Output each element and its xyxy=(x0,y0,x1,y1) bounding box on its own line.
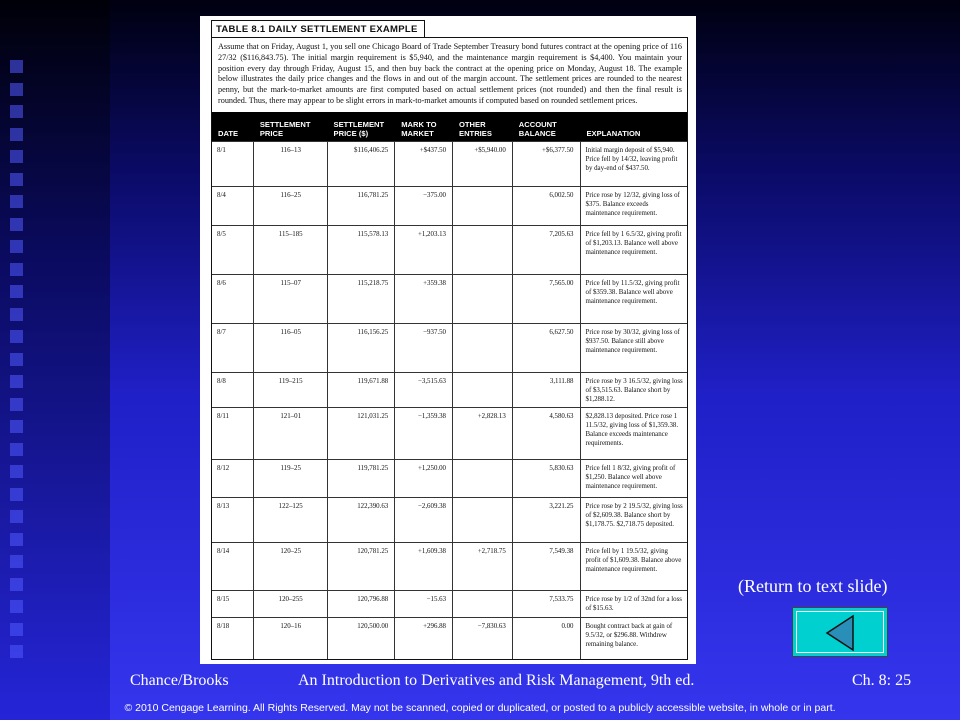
decorative-square xyxy=(10,488,23,501)
header-settlement-price-dollars: SETTLEMENT PRICE ($) xyxy=(333,119,385,138)
decorative-square xyxy=(10,263,23,276)
decorative-square xyxy=(10,308,23,321)
decorative-squares xyxy=(10,60,30,668)
cell-account-balance: 7,205.63 xyxy=(513,226,581,274)
cell-settlement-price: 121–01 xyxy=(254,408,328,459)
cell-other-entries: −7,830.63 xyxy=(453,618,513,659)
footer-authors: Chance/Brooks xyxy=(130,672,229,689)
table-title: TABLE 8.1 DAILY SETTLEMENT EXAMPLE xyxy=(211,20,425,37)
back-button[interactable] xyxy=(792,607,888,657)
cell-other-entries xyxy=(453,226,513,274)
table-row xyxy=(212,225,687,274)
cell-settlement-dollars: 119,781.25 xyxy=(328,460,396,497)
cell-date: 8/1 xyxy=(212,142,254,186)
decorative-square xyxy=(10,465,23,478)
cell-settlement-dollars: 119,671.88 xyxy=(328,373,396,407)
cell-other-entries xyxy=(453,275,513,323)
cell-account-balance: 3,221.25 xyxy=(513,498,581,542)
cell-settlement-price: 116–05 xyxy=(254,324,328,372)
cell-mark-to-market: +1,609.38 xyxy=(395,543,453,590)
cell-other-entries: +2,828.13 xyxy=(453,408,513,459)
copyright-notice: © 2010 Cengage Learning. All Rights Reserved. May not be scanned, copied or duplicated, or posted to a publicly accessible website, in whole or in part. xyxy=(124,702,836,714)
table-image xyxy=(200,16,696,664)
decorative-square xyxy=(10,443,23,456)
decorative-square xyxy=(10,105,23,118)
cell-settlement-dollars: 120,796.88 xyxy=(328,591,396,617)
cell-explanation: Price rose by 30/32, giving loss of $937.50. Balance still above maintenance requirement. xyxy=(585,328,680,354)
header-date: DATE xyxy=(218,128,239,138)
cell-account-balance: 5,830.63 xyxy=(513,460,581,497)
cell-account-balance: +$6,377.50 xyxy=(513,142,581,186)
decorative-square xyxy=(10,218,23,231)
cell-mark-to-market: +359.38 xyxy=(395,275,453,323)
cell-settlement-price: 122–125 xyxy=(254,498,328,542)
decorative-square xyxy=(10,578,23,591)
cell-other-entries xyxy=(453,591,513,617)
cell-account-balance: 0.00 xyxy=(513,618,581,659)
table-row xyxy=(212,372,687,407)
cell-date: 8/18 xyxy=(212,618,254,659)
table-row xyxy=(212,459,687,497)
cell-date: 8/15 xyxy=(212,591,254,617)
cell-settlement-dollars: 116,156.25 xyxy=(328,324,396,372)
cell-account-balance: 7,533.75 xyxy=(513,591,581,617)
cell-mark-to-market: −15.63 xyxy=(395,591,453,617)
cell-mark-to-market: +$437.50 xyxy=(395,142,453,186)
table-row xyxy=(212,590,687,617)
left-triangle-icon xyxy=(793,608,889,658)
decorative-square xyxy=(10,420,23,433)
table-row xyxy=(212,542,687,590)
cell-account-balance: 3,111.88 xyxy=(513,373,581,407)
decorative-square xyxy=(10,600,23,613)
cell-settlement-price: 115–07 xyxy=(254,275,328,323)
cell-explanation: Price rose by 3 16.5/32, giving loss of $3,515.63. Balance short by $1,288.12. xyxy=(585,377,683,403)
cell-date: 8/11 xyxy=(212,408,254,459)
cell-settlement-dollars: 122,390.63 xyxy=(328,498,396,542)
cell-date: 8/13 xyxy=(212,498,254,542)
footer-chapter: Ch. 8: 25 xyxy=(852,672,912,689)
table-row xyxy=(212,323,687,372)
decorative-square xyxy=(10,330,23,343)
cell-mark-to-market: +1,250.00 xyxy=(395,460,453,497)
cell-account-balance: 7,565.00 xyxy=(513,275,581,323)
cell-other-entries xyxy=(453,324,513,372)
decorative-square xyxy=(10,375,23,388)
cell-other-entries xyxy=(453,460,513,497)
cell-explanation: Price fell by 1 19.5/32, giving profit of $1,609.38. Balance above maintenance requirement. xyxy=(585,547,682,573)
cell-mark-to-market: +1,203.13 xyxy=(395,226,453,274)
table-body xyxy=(212,141,687,659)
cell-other-entries: +$5,940.00 xyxy=(453,142,513,186)
cell-account-balance: 6,002.50 xyxy=(513,187,581,225)
cell-explanation: Initial margin deposit of $5,940. Price fell by 14/32, leaving profit by day-end of $437.50. xyxy=(585,146,678,172)
cell-explanation: $2,828.13 deposited. Price rose 1 11.5/32, giving loss of $1,359.38. Balance exceeds maintenance requirements. xyxy=(585,412,679,447)
decorative-square xyxy=(10,150,23,163)
table-row xyxy=(212,497,687,542)
cell-settlement-dollars: 120,781.25 xyxy=(328,543,396,590)
cell-settlement-price: 116–13 xyxy=(254,142,328,186)
decorative-square xyxy=(10,285,23,298)
cell-date: 8/12 xyxy=(212,460,254,497)
header-account-balance: ACCOUNT BALANCE xyxy=(518,119,557,138)
cell-explanation: Price rose by 12/32, giving loss of $375. Balance exceeds maintenance requirement. xyxy=(585,191,680,217)
decorative-square xyxy=(10,645,23,658)
cell-mark-to-market: −1,359.38 xyxy=(395,408,453,459)
header-mark-to-market: MARK TO MARKET xyxy=(401,119,437,138)
cell-date: 8/8 xyxy=(212,373,254,407)
cell-explanation: Bought contract back at gain of 9.5/32, or $296.88. Withdrew remaining balance. xyxy=(585,622,673,648)
table-row xyxy=(212,141,687,186)
table-row xyxy=(212,186,687,225)
header-other-entries: OTHER ENTRIES xyxy=(459,119,492,138)
cell-other-entries: +2,718.75 xyxy=(453,543,513,590)
cell-explanation: Price rose by 2 19.5/32, giving loss of $2,609.38. Balance short by $1,178.75. $2,718.75 deposited. xyxy=(585,502,683,528)
cell-settlement-price: 119–215 xyxy=(254,373,328,407)
cell-settlement-price: 115–185 xyxy=(254,226,328,274)
cell-explanation: Price rose by 1/2 of 32nd for a loss of $15.63. xyxy=(585,595,682,612)
cell-settlement-price: 120–16 xyxy=(254,618,328,659)
left-decorative-stripe xyxy=(0,0,110,720)
cell-date: 8/4 xyxy=(212,187,254,225)
header-explanation: EXPLANATION xyxy=(586,128,641,138)
cell-explanation: Price fell by 11.5/32, giving profit of $359.38. Balance well above maintenance requirement. xyxy=(585,279,680,305)
cell-explanation: Price fell 1 8/32, giving profit of $1,250. Balance well above maintenance requirement. xyxy=(585,464,676,490)
decorative-square xyxy=(10,128,23,141)
decorative-square xyxy=(10,533,23,546)
cell-date: 8/5 xyxy=(212,226,254,274)
cell-settlement-price: 119–25 xyxy=(254,460,328,497)
table-header xyxy=(212,112,687,141)
decorative-square xyxy=(10,83,23,96)
cell-mark-to-market: −937.50 xyxy=(395,324,453,372)
header-settlement-price: SETTLEMENT PRICE xyxy=(259,119,311,138)
cell-mark-to-market: −2,609.38 xyxy=(395,498,453,542)
cell-settlement-price: 120–25 xyxy=(254,543,328,590)
cell-other-entries xyxy=(453,187,513,225)
table-frame xyxy=(211,37,688,660)
decorative-square xyxy=(10,60,23,73)
decorative-square xyxy=(10,353,23,366)
table-row xyxy=(212,617,687,659)
decorative-square xyxy=(10,240,23,253)
decorative-square xyxy=(10,195,23,208)
cell-account-balance: 4,580.63 xyxy=(513,408,581,459)
cell-settlement-dollars: 115,218.75 xyxy=(328,275,396,323)
cell-settlement-dollars: 115,578.13 xyxy=(328,226,396,274)
cell-settlement-dollars: $116,406.25 xyxy=(328,142,396,186)
cell-mark-to-market: −375.00 xyxy=(395,187,453,225)
cell-date: 8/7 xyxy=(212,324,254,372)
cell-settlement-dollars: 120,500.00 xyxy=(328,618,396,659)
cell-explanation: Price fell by 1 6.5/32, giving profit of $1,203.13. Balance well above maintenance requirement. xyxy=(585,230,682,256)
table-intro: Assume that on Friday, August 1, you sell one Chicago Board of Trade September Treasury bond futures contract at the opening price of 116 27/32 ($116,843.75). The initial margin requirement is $5,940, and the maintenance margin requirement is $4,400. You maintain your position every day through Friday, August 15, and then buy back the contract at the opening price on Monday, August 18. The example below illustrates the daily price changes and the flows in and out of the margin account. The settlement prices are rounded to the nearest penny, but the mark-to-market amounts are first computed based on actual settlement prices (not rounded) and then the final result is rounded. Thus, there may appear to be slight errors in mark-to-market amounts if computed based on rounded settlement prices. xyxy=(218,42,682,105)
table-row xyxy=(212,274,687,323)
cell-settlement-price: 120–255 xyxy=(254,591,328,617)
decorative-square xyxy=(10,398,23,411)
decorative-square xyxy=(10,173,23,186)
cell-settlement-dollars: 121,031.25 xyxy=(328,408,396,459)
cell-account-balance: 6,627.50 xyxy=(513,324,581,372)
cell-account-balance: 7,549.38 xyxy=(513,543,581,590)
cell-date: 8/14 xyxy=(212,543,254,590)
cell-other-entries xyxy=(453,498,513,542)
cell-mark-to-market: −3,515.63 xyxy=(395,373,453,407)
footer-book-title: An Introduction to Derivatives and Risk Management, 9th ed. xyxy=(298,672,695,689)
return-to-text-label[interactable]: (Return to text slide) xyxy=(738,576,888,596)
cell-settlement-dollars: 116,781.25 xyxy=(328,187,396,225)
decorative-square xyxy=(10,623,23,636)
cell-other-entries xyxy=(453,373,513,407)
decorative-square xyxy=(10,510,23,523)
cell-settlement-price: 116–25 xyxy=(254,187,328,225)
cell-mark-to-market: +296.88 xyxy=(395,618,453,659)
decorative-square xyxy=(10,555,23,568)
table-row xyxy=(212,407,687,459)
cell-date: 8/6 xyxy=(212,275,254,323)
